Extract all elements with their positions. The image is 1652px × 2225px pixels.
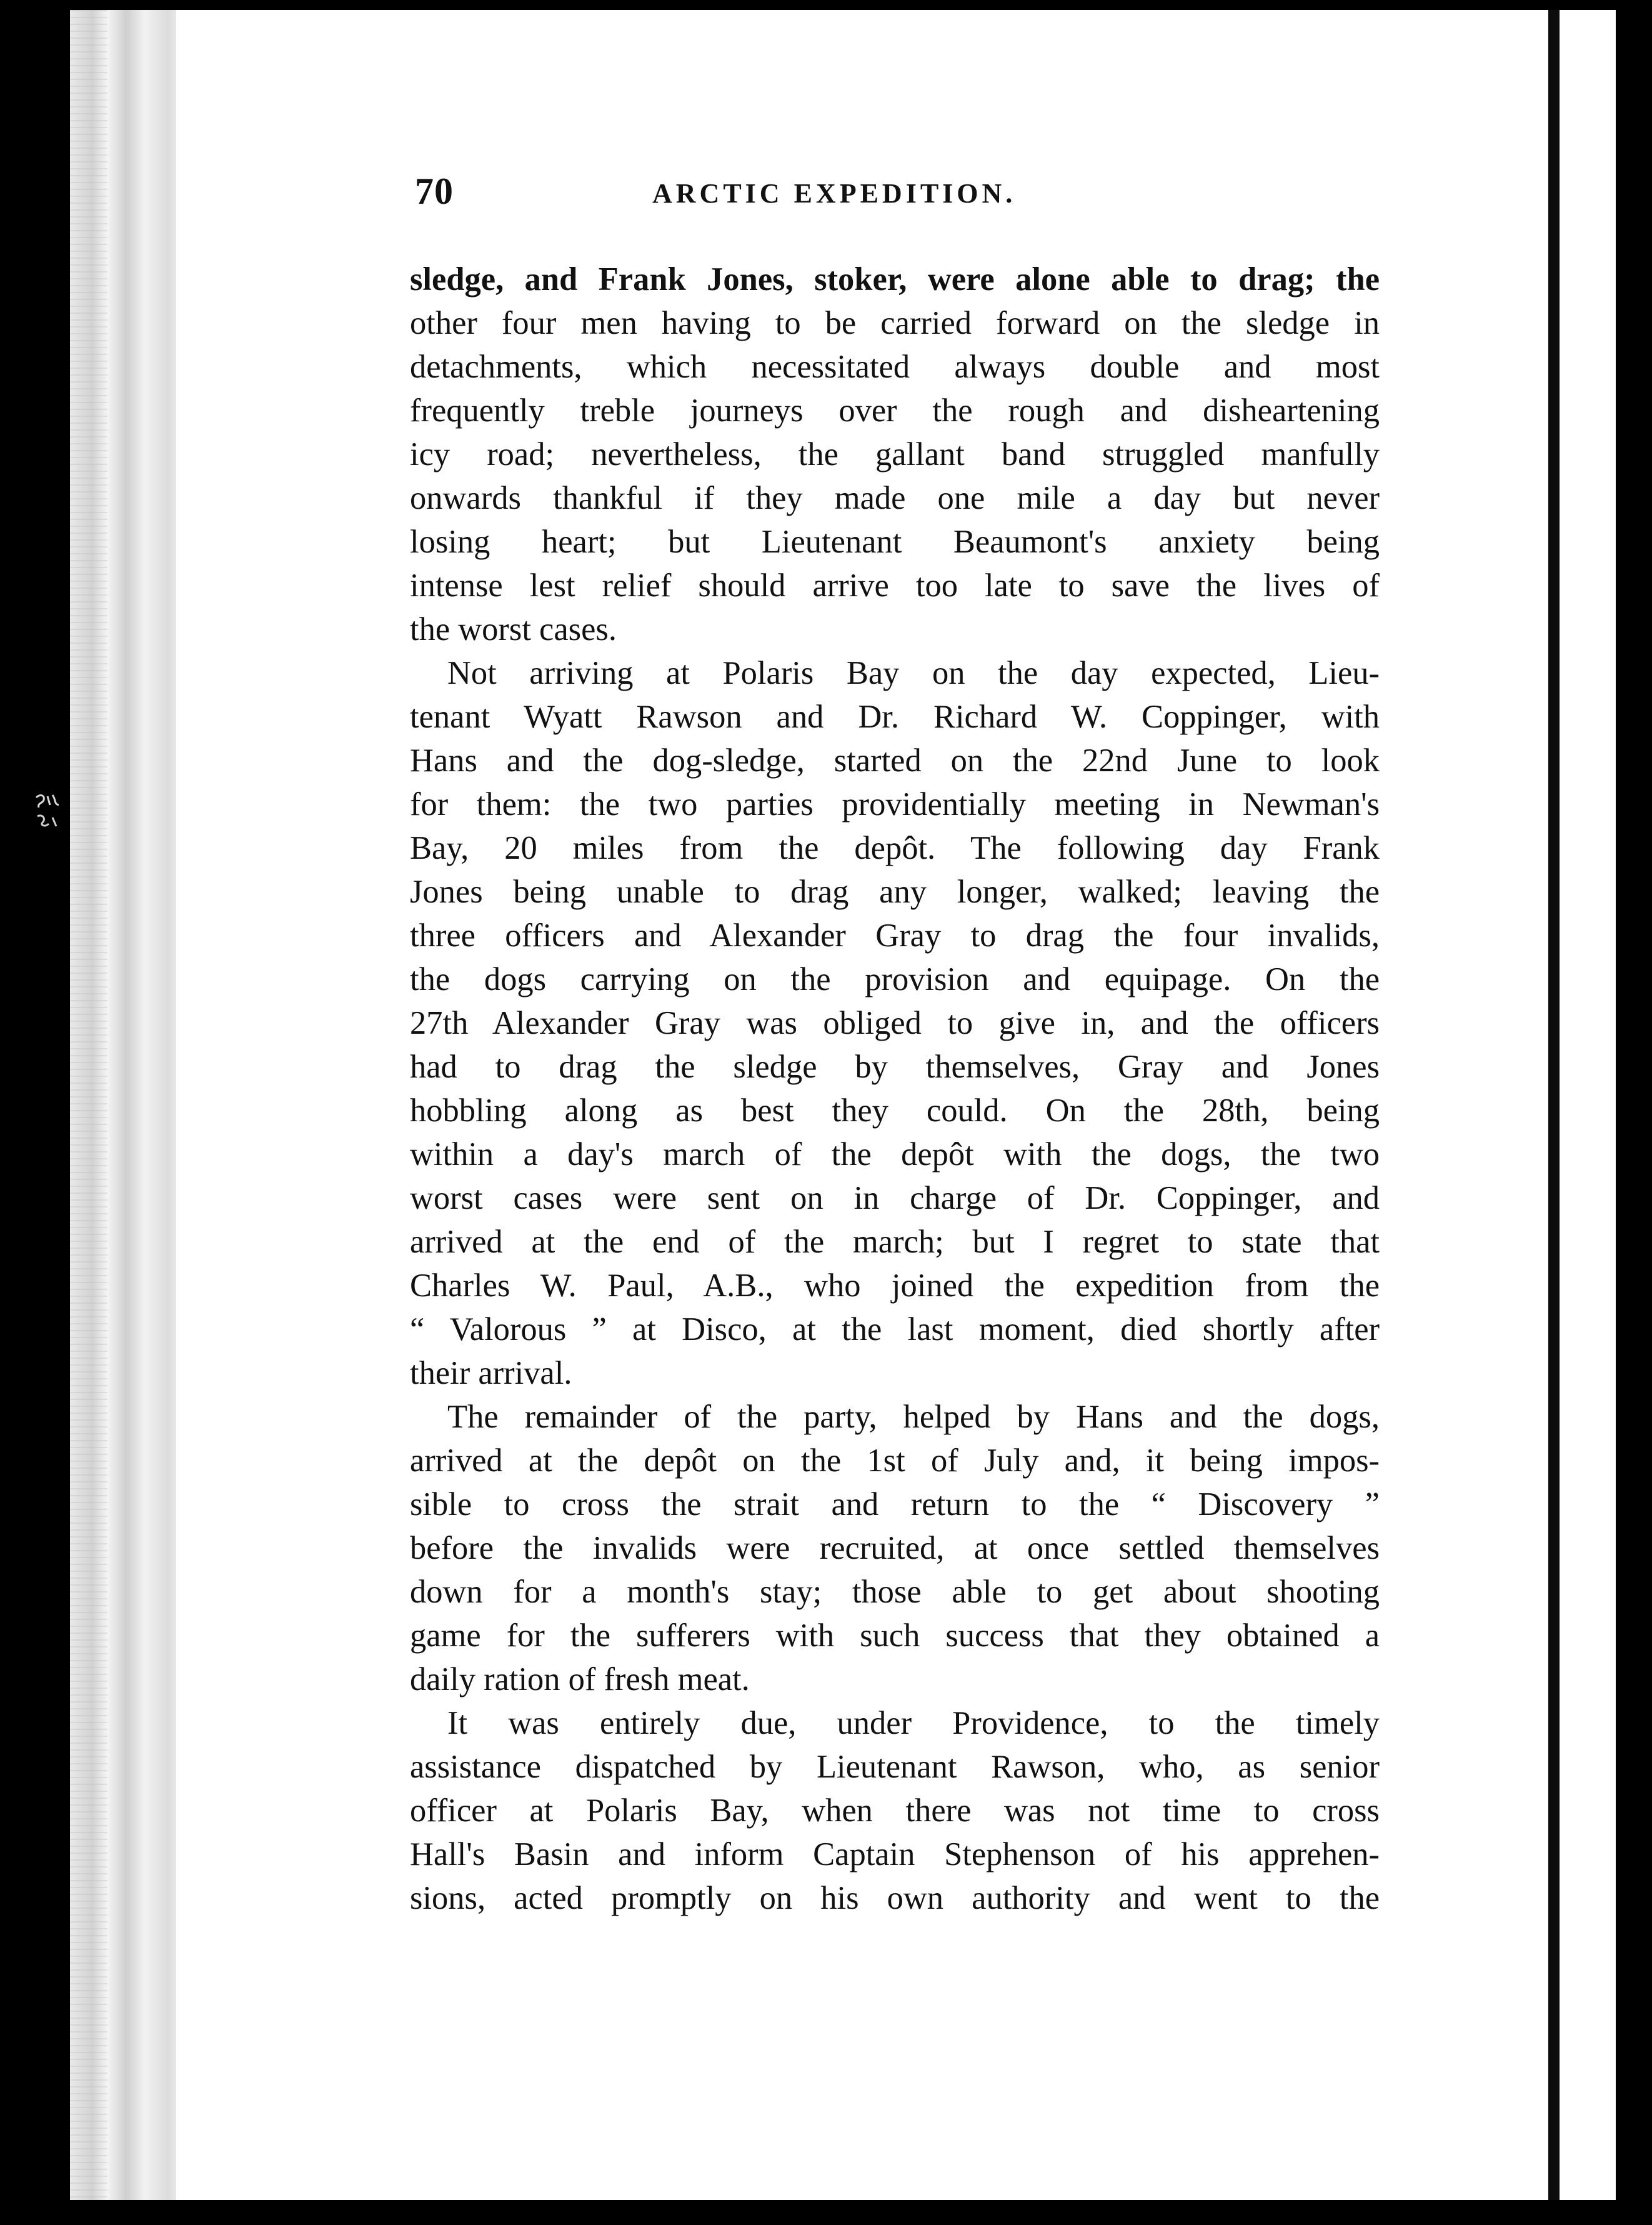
text-line: daily ration of fresh meat. [410, 1661, 750, 1698]
gutter-shadow [1548, 10, 1560, 2200]
text-line: Jones being unable to drag any longer, walked; leaving the [410, 874, 1380, 910]
text-line: frequently treble journeys over the rough and disheartening [410, 392, 1380, 429]
text-line: Not arriving at Polaris Bay on the day expected, Lieu- [447, 655, 1380, 691]
text-line: down for a month's stay; those able to get about shooting [410, 1574, 1380, 1610]
page-number: 70 [415, 171, 454, 212]
text-line: officer at Polaris Bay, when there was not time to cross [410, 1792, 1380, 1829]
text-line: intense lest relief should arrive too late to save the lives of [410, 568, 1380, 604]
text-line: assistance dispatched by Lieutenant Rawson, who, as senior [410, 1749, 1380, 1785]
running-head [415, 168, 1375, 224]
text-line: three officers and Alexander Gray to drag the four invalids, [410, 918, 1380, 954]
text-line: arrived at the end of the march; but I regret to state that [410, 1224, 1380, 1260]
text-line: hobbling along as best they could. On the 28th, being [410, 1092, 1380, 1129]
text-line: losing heart; but Lieutenant Beaumont's anxiety being [410, 524, 1380, 560]
text-line: The remainder of the party, helped by Hans and the dogs, [447, 1399, 1380, 1435]
text-line: game for the sufferers with such success that they obtained a [410, 1618, 1380, 1654]
text-line: “ Valorous ” at Disco, at the last moment, died shortly after [410, 1311, 1380, 1348]
text-line: 27th Alexander Gray was obliged to give in, and the officers [410, 1005, 1380, 1041]
paragraph-1 [410, 258, 1380, 651]
text-line: the dogs carrying on the provision and equipage. On the [410, 961, 1380, 998]
scan-border-bottom [0, 2200, 1652, 2225]
text-line: Hans and the dog-sledge, started on the 22nd June to look [410, 742, 1380, 779]
text-line: before the invalids were recruited, at once settled themselves [410, 1530, 1380, 1566]
text-line: had to drag the sledge by themselves, Gray and Jones [410, 1049, 1380, 1085]
running-title: ARCTIC EXPEDITION. [652, 178, 1017, 209]
text-line: sledge, and Frank Jones, stoker, were alone able to drag; the [410, 261, 1380, 298]
text-line: other four men having to be carried forward on the sledge in [410, 305, 1380, 341]
margin-smudge-mark [31, 789, 71, 839]
text-line: Bay, 20 miles from the depôt. The following day Frank [410, 830, 1380, 866]
text-line: onwards thankful if they made one mile a day but never [410, 480, 1380, 516]
page-edge-texture [70, 10, 107, 2200]
text-line: arrived at the depôt on the 1st of July and, it being impos- [410, 1442, 1380, 1479]
text-line: Hall's Basin and inform Captain Stephenson of his apprehen- [410, 1836, 1380, 1872]
facing-page-edge [1560, 10, 1616, 2200]
text-line: for them: the two parties providentially meeting in Newman's [410, 786, 1380, 822]
text-line: sible to cross the strait and return to the “ Discovery ” [410, 1486, 1380, 1522]
scan-border-left [0, 0, 70, 2225]
text-line: detachments, which necessitated always double and most [410, 349, 1380, 385]
paragraph-3 [410, 1395, 1380, 1701]
text-line: the worst cases. [410, 611, 617, 648]
text-line: icy road; nevertheless, the gallant band struggled manfully [410, 436, 1380, 472]
body-text [410, 258, 1380, 1920]
text-line: sions, acted promptly on his own authority and went to the [410, 1880, 1380, 1916]
text-line: worst cases were sent on in charge of Dr. Coppinger, and [410, 1180, 1380, 1216]
text-line: Charles W. Paul, A.B., who joined the expedition from the [410, 1268, 1380, 1304]
text-line: within a day's march of the depôt with the dogs, the two [410, 1136, 1380, 1172]
paragraph-2 [410, 651, 1380, 1395]
text-line: their arrival. [410, 1355, 572, 1391]
text-line: It was entirely due, under Providence, to the timely [447, 1705, 1380, 1741]
paragraph-4 [410, 1701, 1380, 1920]
text-line: tenant Wyatt Rawson and Dr. Richard W. Coppinger, with [410, 699, 1380, 735]
